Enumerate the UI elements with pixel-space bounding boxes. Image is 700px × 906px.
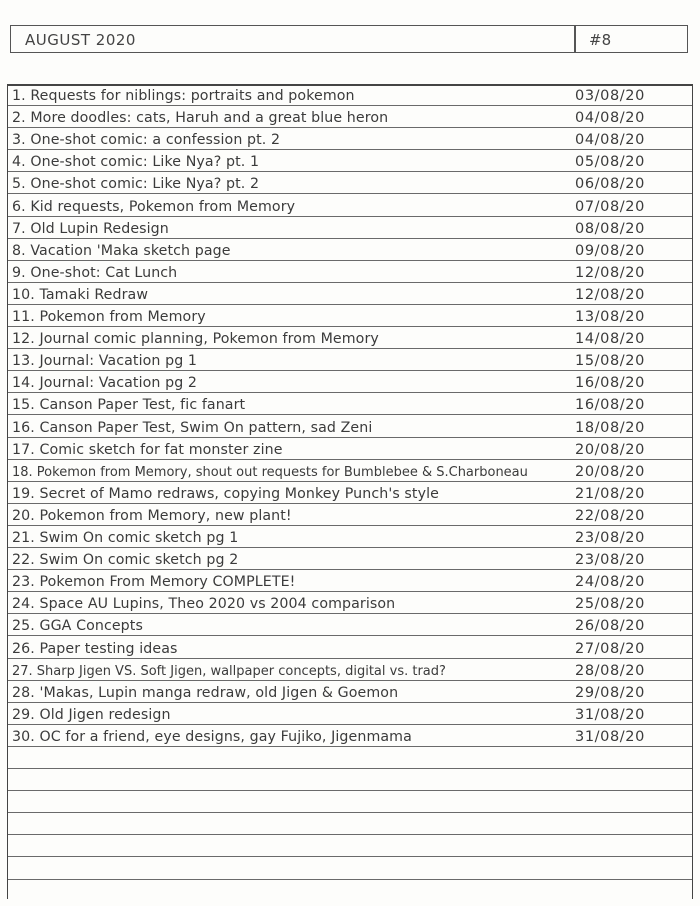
log-entry-row <box>8 349 692 371</box>
log-entry-row <box>8 217 692 239</box>
log-sheet <box>7 84 693 899</box>
log-entry-row <box>8 548 692 570</box>
entry-date: 28/08/20 <box>575 662 645 679</box>
entry-text: 22. Swim On comic sketch pg 2 <box>12 552 239 569</box>
entry-date: 29/08/20 <box>575 684 645 701</box>
entry-date: 05/08/20 <box>575 154 645 171</box>
entry-date: 15/08/20 <box>575 353 645 370</box>
entry-date: 16/08/20 <box>575 375 645 392</box>
entry-date: 27/08/20 <box>575 640 645 657</box>
entry-date: 04/08/20 <box>575 110 645 127</box>
log-entry-row <box>8 106 692 128</box>
log-entry-row <box>8 416 692 438</box>
entry-date: 06/08/20 <box>575 176 645 193</box>
entry-date: 04/08/20 <box>575 132 645 149</box>
entry-text: 18. Pokemon from Memory, shout out requests for Bumblebee & S.Charboneau <box>12 464 528 480</box>
log-entry-row <box>8 460 692 482</box>
entry-date: 31/08/20 <box>575 706 645 723</box>
empty-row <box>8 813 692 835</box>
log-entry-row <box>8 327 692 349</box>
entry-date: 12/08/20 <box>575 264 645 281</box>
entry-text: 21. Swim On comic sketch pg 1 <box>12 530 239 547</box>
entry-text: 24. Space AU Lupins, Theo 2020 vs 2004 comparison <box>12 596 396 613</box>
entry-date: 08/08/20 <box>575 220 645 237</box>
entry-text: 29. Old Jigen redesign <box>12 706 171 723</box>
log-entry-row <box>8 482 692 504</box>
log-entry-row <box>8 592 692 614</box>
entry-text: 23. Pokemon From Memory COMPLETE! <box>12 574 296 591</box>
entry-date: 23/08/20 <box>575 530 645 547</box>
entry-text: 1. Requests for niblings: portraits and pokemon <box>12 88 355 105</box>
empty-row <box>8 747 692 769</box>
entry-date: 23/08/20 <box>575 552 645 569</box>
log-entry-row <box>8 150 692 172</box>
log-entry-row <box>8 614 692 636</box>
log-entry-row <box>8 526 692 548</box>
log-entry-row <box>8 172 692 194</box>
log-entry-row <box>8 239 692 261</box>
entry-text: 14. Journal: Vacation pg 2 <box>12 375 198 392</box>
entry-text: 20. Pokemon from Memory, new plant! <box>12 507 292 524</box>
log-entry-row <box>8 438 692 460</box>
entry-date: 21/08/20 <box>575 485 645 502</box>
log-entry-row <box>8 283 692 305</box>
entry-date: 24/08/20 <box>575 574 645 591</box>
entry-text: 4. One-shot comic: Like Nya? pt. 1 <box>12 154 260 171</box>
entry-text: 17. Comic sketch for fat monster zine <box>12 441 283 458</box>
empty-row <box>8 858 692 880</box>
log-entry-row <box>8 195 692 217</box>
empty-row <box>8 791 692 813</box>
log-entry-row <box>8 725 692 747</box>
entry-date: 22/08/20 <box>575 507 645 524</box>
entry-text: 28. 'Makas, Lupin manga redraw, old Jigen & Goemon <box>12 684 399 701</box>
log-entry-row <box>8 703 692 725</box>
log-entry-row <box>8 128 692 150</box>
entry-date: 20/08/20 <box>575 441 645 458</box>
entry-date: 25/08/20 <box>575 596 645 613</box>
entry-date: 14/08/20 <box>575 331 645 348</box>
log-entry-row <box>8 570 692 592</box>
entry-text: 2. More doodles: cats, Haruh and a great blue heron <box>12 110 389 127</box>
entry-text: 12. Journal comic planning, Pokemon from Memory <box>12 331 379 348</box>
entry-text: 5. One-shot comic: Like Nya? pt. 2 <box>12 176 260 193</box>
page-number: #8 <box>589 31 612 49</box>
log-entry-row <box>8 504 692 526</box>
entry-text: 25. GGA Concepts <box>12 618 143 635</box>
entry-text: 16. Canson Paper Test, Swim On pattern, sad Zeni <box>12 419 373 436</box>
entry-text: 27. Sharp Jigen VS. Soft Jigen, wallpaper concepts, digital vs. trad? <box>12 663 446 679</box>
log-entry-row <box>8 681 692 703</box>
entry-text: 8. Vacation 'Maka sketch page <box>12 242 231 259</box>
log-entry-row <box>8 84 692 106</box>
empty-row <box>8 769 692 791</box>
entry-date: 07/08/20 <box>575 198 645 215</box>
entry-date: 18/08/20 <box>575 419 645 436</box>
entry-date: 12/08/20 <box>575 286 645 303</box>
month-label: AUGUST 2020 <box>25 31 136 49</box>
log-entry-row <box>8 393 692 415</box>
entry-date: 03/08/20 <box>575 88 645 105</box>
entry-text: 6. Kid requests, Pokemon from Memory <box>12 198 296 215</box>
entry-text: 13. Journal: Vacation pg 1 <box>12 353 198 370</box>
log-entry-row <box>8 659 692 681</box>
log-entry-row <box>8 305 692 327</box>
log-entry-row <box>8 261 692 283</box>
entry-text: 11. Pokemon from Memory <box>12 309 206 326</box>
entry-date: 26/08/20 <box>575 618 645 635</box>
entry-text: 10. Tamaki Redraw <box>12 286 149 303</box>
log-entry-row <box>8 371 692 393</box>
entry-text: 7. Old Lupin Redesign <box>12 220 169 237</box>
log-entry-row <box>8 637 692 659</box>
entry-text: 9. One-shot: Cat Lunch <box>12 264 178 281</box>
empty-row <box>8 835 692 857</box>
entry-text: 15. Canson Paper Test, fic fanart <box>12 397 246 414</box>
header-box <box>10 25 688 53</box>
header-divider <box>574 26 576 52</box>
entry-text: 26. Paper testing ideas <box>12 640 178 657</box>
entry-text: 3. One-shot comic: a confession pt. 2 <box>12 132 281 149</box>
entry-date: 16/08/20 <box>575 397 645 414</box>
entry-date: 31/08/20 <box>575 728 645 745</box>
entry-text: 19. Secret of Mamo redraws, copying Monkey Punch's style <box>12 485 439 502</box>
entry-date: 13/08/20 <box>575 309 645 326</box>
entry-date: 09/08/20 <box>575 242 645 259</box>
entry-text: 30. OC for a friend, eye designs, gay Fujiko, Jigenmama <box>12 728 412 745</box>
entry-date: 20/08/20 <box>575 463 645 480</box>
